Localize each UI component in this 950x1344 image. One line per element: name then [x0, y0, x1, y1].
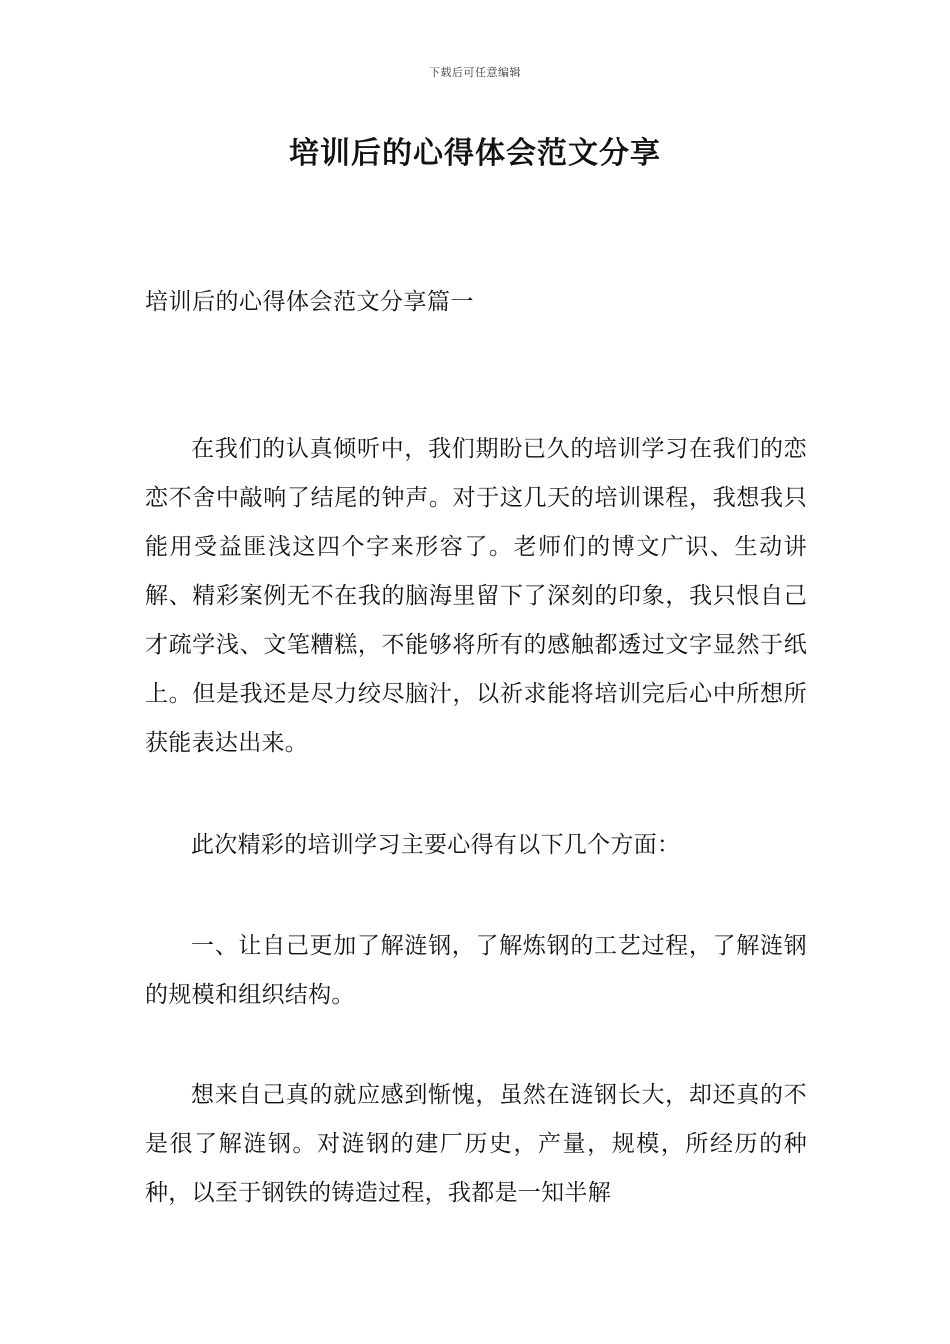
paragraph-2: 此次精彩的培训学习主要心得有以下几个方面：: [191, 832, 681, 858]
document-title: 培训后的心得体会范文分享: [289, 136, 661, 171]
header-note: 下载后可任意编辑: [429, 66, 521, 79]
section-heading: 培训后的心得体会范文分享篇一: [145, 289, 474, 315]
paragraph-4: 想来自己真的就应感到惭愧，虽然在涟钢长大，却还真的不是很了解涟钢。对涟钢的建厂历史，产量，规模，所经历的种种，以至于钢铁的铸造过程，我都是一知半解: [145, 1082, 807, 1206]
paragraph-1: 在我们的认真倾听中，我们期盼已久的培训学习在我们的恋恋不舍中敲响了结尾的钟声。对于这几天的培训课程，我想我只能用受益匪浅这四个字来形容了。老师们的博文广识、生动讲解、精彩案例无不在我的脑海里留下了深刻的印象，我只恨自己才疏学浅、文笔糟糕，不能够将所有的感触都透过文字显然于纸上。但是我还是尽力绞尽脑汁，以祈求能将培训完后心中所想所获能表达出来。: [145, 436, 807, 756]
paragraph-3: 一、让自己更加了解涟钢，了解炼钢的工艺过程，了解涟钢的规模和组织结构。: [145, 933, 807, 1008]
